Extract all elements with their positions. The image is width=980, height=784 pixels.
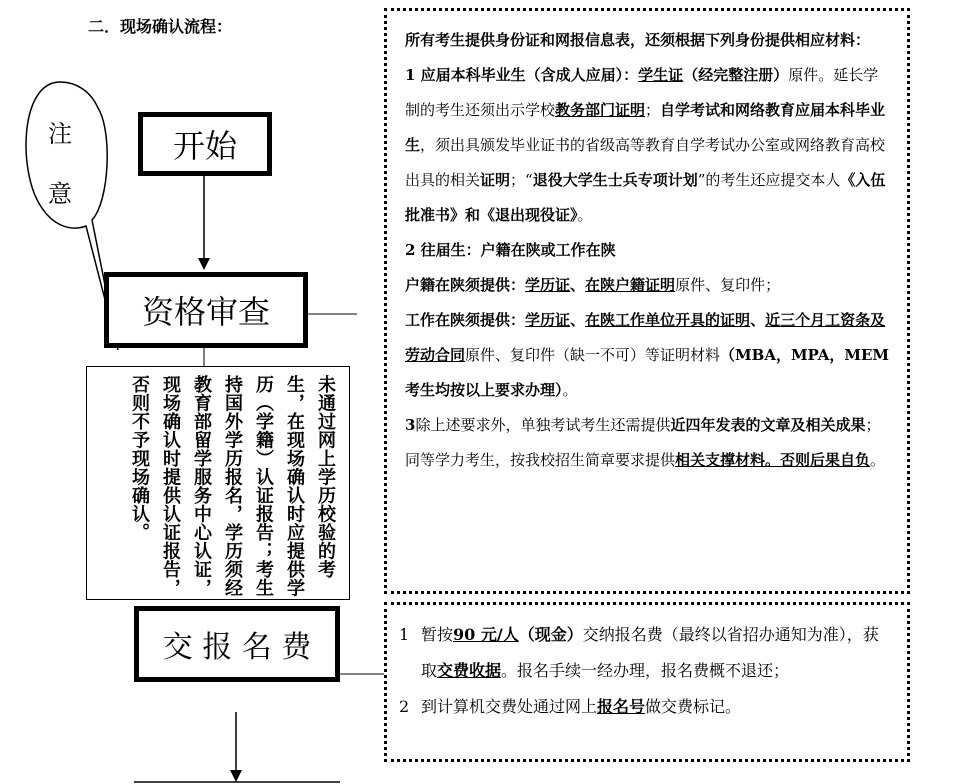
fee-item-1: 1 暂按90 元/人（现金）交纳报名费（最终以省招办通知为准），获取交费收据。报名手续一经办理，报名费概不退还； [399,625,879,680]
fee-box [384,602,910,762]
note-bubble-text: 注 意 [48,120,72,208]
requirements-hukou: 户籍在陕须提供：学历证、在陕户籍证明原件、复印件； [405,276,781,294]
flow-review-label: 资格审查 [141,293,270,331]
requirements-section-2-title: 2 往届生：户籍在陕或工作在陕 [405,241,616,259]
requirements-work: 工作在陕须提供：学历证、在陕工作单位开具的证明、近三个月工资条及劳动合同原件、复印件（缺一不可）等证明材料（MBA，MPA，MEM 考生均按以上要求办理）。 [405,311,890,399]
flow-fee-box [134,606,340,682]
requirements-section-3: 3除上述要求外，单独考试考生还需提供近四年发表的文章及相关成果；同等学力考生，按我校招生简章要求提供相关支撑材料。否则后果自负。 [405,416,886,469]
flow-fee-label: 交 报 名 费 [162,630,312,665]
fee-list [399,617,891,725]
arrow-head [198,258,210,270]
requirements-intro: 所有考生提供身份证和网报信息表，还须根据下列身份提供相应材料： [405,31,871,49]
flow-start-label: 开始 [172,127,237,165]
requirements-box [384,8,910,594]
section-heading: 二．现场确认流程： [88,17,233,36]
flow-review-box [104,272,308,348]
arrow-head [230,770,242,782]
fee-item-2: 2 到计算机交费处通过网上报名号做交费标记。 [399,697,742,716]
requirements-section-1: 1 应届本科毕业生（含成人应届）：学生证（经完整注册）原件。延长学制的考生还须出示学校教务部门证明；自学考试和网络教育应届本科毕业生，须出具颁发毕业证书的省级高等教育自学考试办公室或网络教育高校出具的相关证明；“退役大学生士兵专项计划”的考生还应提交本人《入伍批准书》和《退出现役证》。 [405,66,886,224]
vertical-note-box [86,366,350,600]
vertical-note-text: 未通过网上学历校验的考生，在现场确认时应提供学历（学籍）认证报告；考生持国外学历报名，学历须经教育部留学服务中心认证，现场确认时提供认证报告，否则不予现场确认。 [129,375,336,597]
flow-start-box [138,112,272,176]
